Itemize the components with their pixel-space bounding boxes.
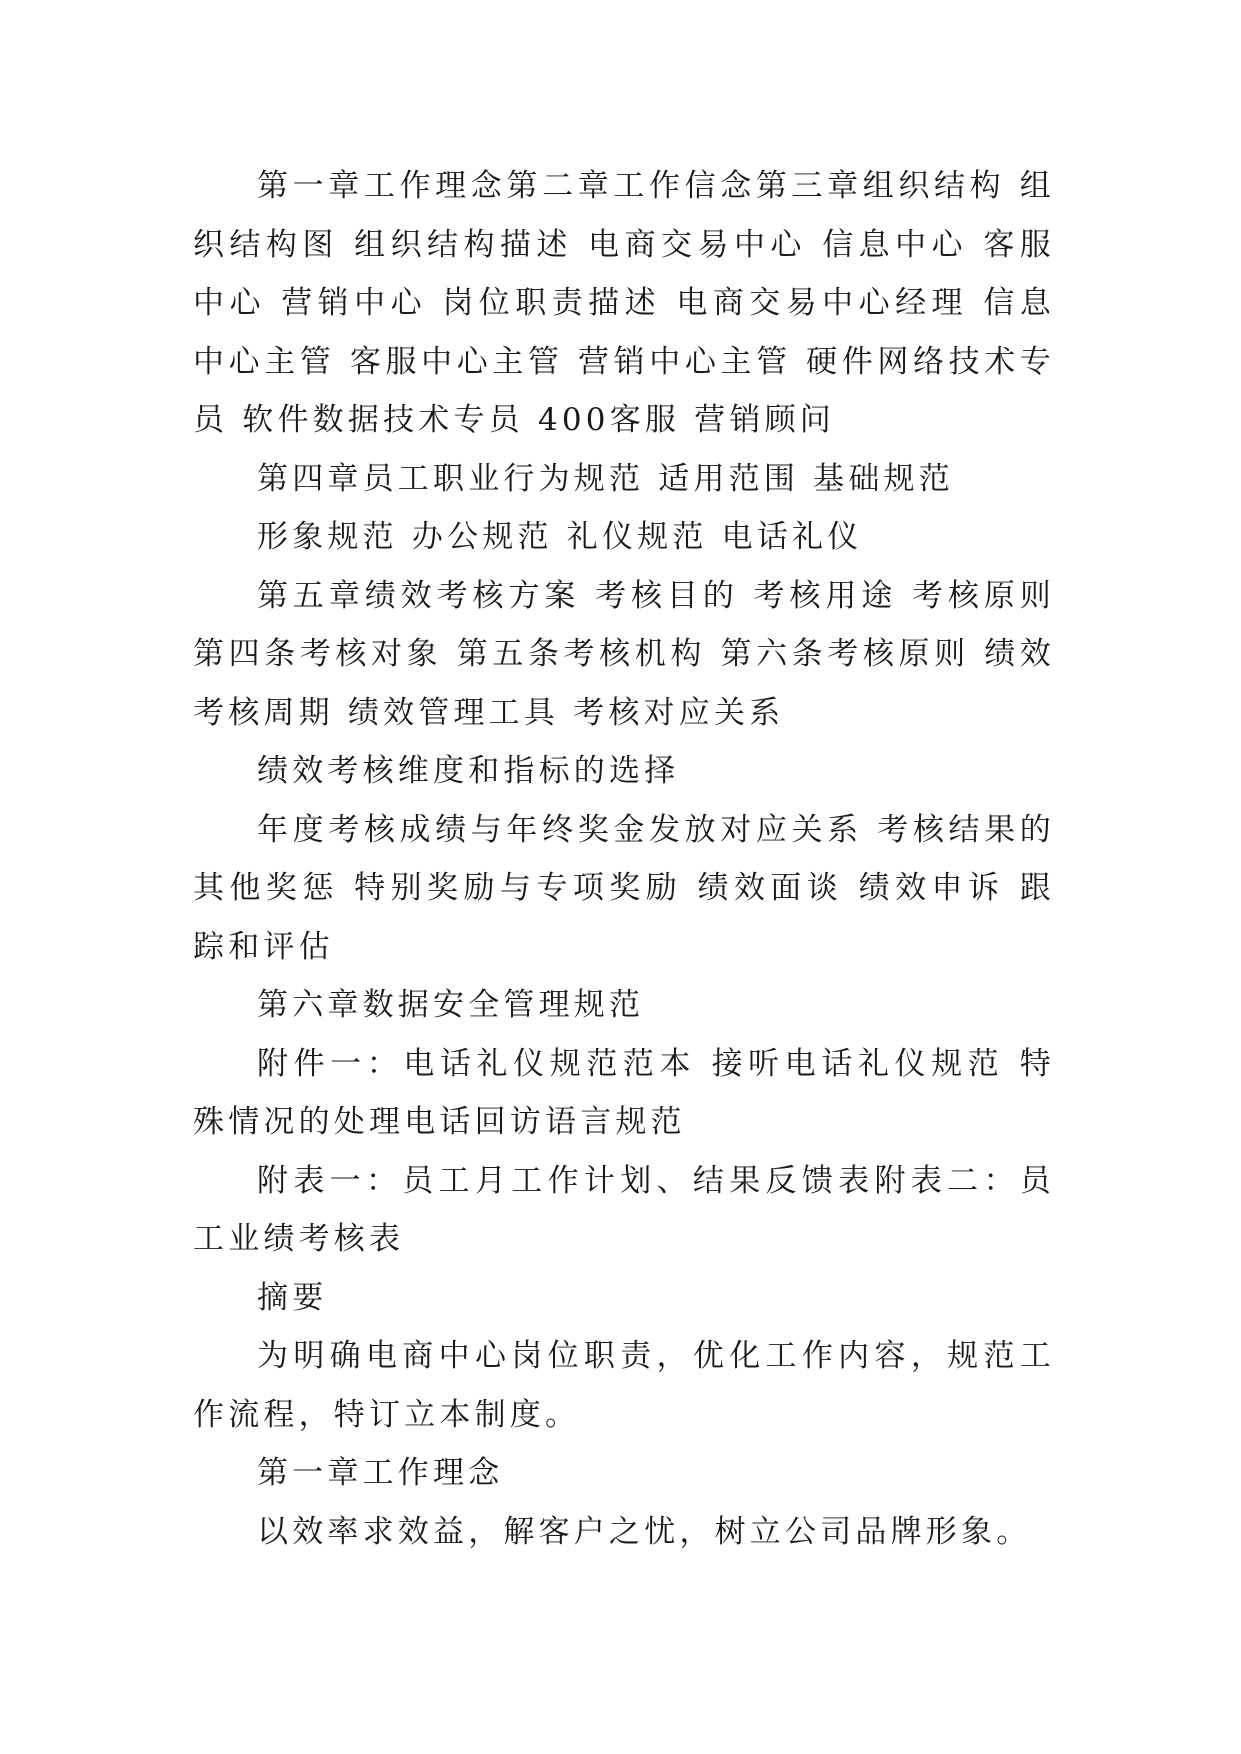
toc-paragraph-rewards [193,801,1055,977]
toc-entry: 绩效考核周期 [193,636,1056,731]
toc-entry: 考核结果的其他奖惩 [193,811,1055,906]
toc-entry: 营销中心主管 [578,343,792,380]
toc-entry: 适用范围 [658,460,800,497]
toc-entry: 第五章绩效考核方案 [257,577,581,614]
toc-entry: 客服中心主管 [349,343,564,380]
toc-entry: 礼仪规范 [566,519,708,555]
toc-entry: 软件数据技术专员 [242,402,524,438]
toc-entry: 考核原则 [912,577,1055,614]
toc-entry: 绩效考核维度和指标的选择 [257,753,680,789]
toc-entry: 附表一：员工月工作计划、结果反馈表附表二：员工业绩考核表 [193,1162,1055,1257]
toc-entry: 第四章员工职业行为规范 [257,460,645,497]
toc-entry: 特别奖励与专项奖励 [354,870,683,906]
toc-entry: 跟踪和评估 [193,870,1055,965]
toc-paragraph-indicators [193,742,1055,801]
body-text: 以效率求效益，解客户之忧，树立公司品牌形象。 [257,1513,1032,1550]
toc-entry: 第五条考核机构 [456,636,706,672]
toc-paragraph-appendix-1 [193,1035,1055,1152]
toc-entry: 接听电话礼仪规范 [711,1045,1005,1082]
toc-paragraph-chapter-5 [193,567,1055,743]
toc-entry: 岗位职责描述 [442,285,662,321]
toc-entry: 绩效管理工具 [347,694,560,731]
toc-entry: 客服中心 [193,226,1055,321]
toc-entry: 信息中心 [822,226,968,263]
toc-entry: 电话礼仪 [721,519,863,555]
toc-paragraph-chapter-4 [193,450,1055,509]
toc-entry: 特殊情况的处理电话回访语言规范 [193,1045,1055,1140]
toc-entry: 第六章数据安全管理规范 [257,987,645,1023]
toc-entry: 电商交易中心 [588,226,807,263]
toc-paragraph-chapter-4-sections [193,508,1055,567]
document-page [193,157,1055,1561]
toc-entry: 组织结构图 [193,168,1055,263]
chapter-1-heading [193,1444,1055,1503]
toc-entry: 第六条考核原则 [720,636,970,672]
chapter-1-body [193,1503,1055,1562]
toc-paragraph-tables [193,1152,1055,1269]
abstract-body [193,1327,1055,1444]
abstract-heading [193,1269,1055,1328]
toc-entry: 400客服 [537,402,681,438]
toc-entry: 基础规范 [813,460,954,497]
toc-entry: 绩效申诉 [858,870,1005,906]
toc-paragraph-chapters-1-3 [193,157,1055,450]
toc-entry: 组织结构描述 [354,226,573,263]
toc-entry: 绩效面谈 [697,870,844,906]
heading-text: 摘要 [257,1279,328,1316]
toc-entry: 营销中心 [281,285,428,321]
toc-entry: 电商交易中心经理 [676,285,968,321]
toc-entry: 第四条考核对象 [193,636,443,672]
toc-entry: 考核对应关系 [573,694,785,731]
toc-entry: 考核目的 [595,577,739,614]
toc-entry: 营销顾问 [694,402,835,438]
body-text: 为明确电商中心岗位职责，优化工作内容，规范工作流程，特订立本制度。 [193,1338,1055,1433]
toc-entry: 办公规范 [411,519,553,555]
toc-entry: 信息中心主管 [193,285,1055,380]
toc-entry: 第一章工作理念第二章工作信念第三章组织结构 [257,168,1006,204]
toc-paragraph-chapter-6 [193,976,1055,1035]
toc-entry: 硬件网络技术专员 [193,343,1056,438]
toc-entry: 考核用途 [753,577,898,614]
heading-text: 第一章工作理念 [257,1455,504,1491]
toc-entry: 形象规范 [257,519,398,555]
toc-entry: 年度考核成绩与年终奖金发放对应关系 [257,811,863,848]
toc-entry: 附件一：电话礼仪规范范本 [257,1045,697,1082]
